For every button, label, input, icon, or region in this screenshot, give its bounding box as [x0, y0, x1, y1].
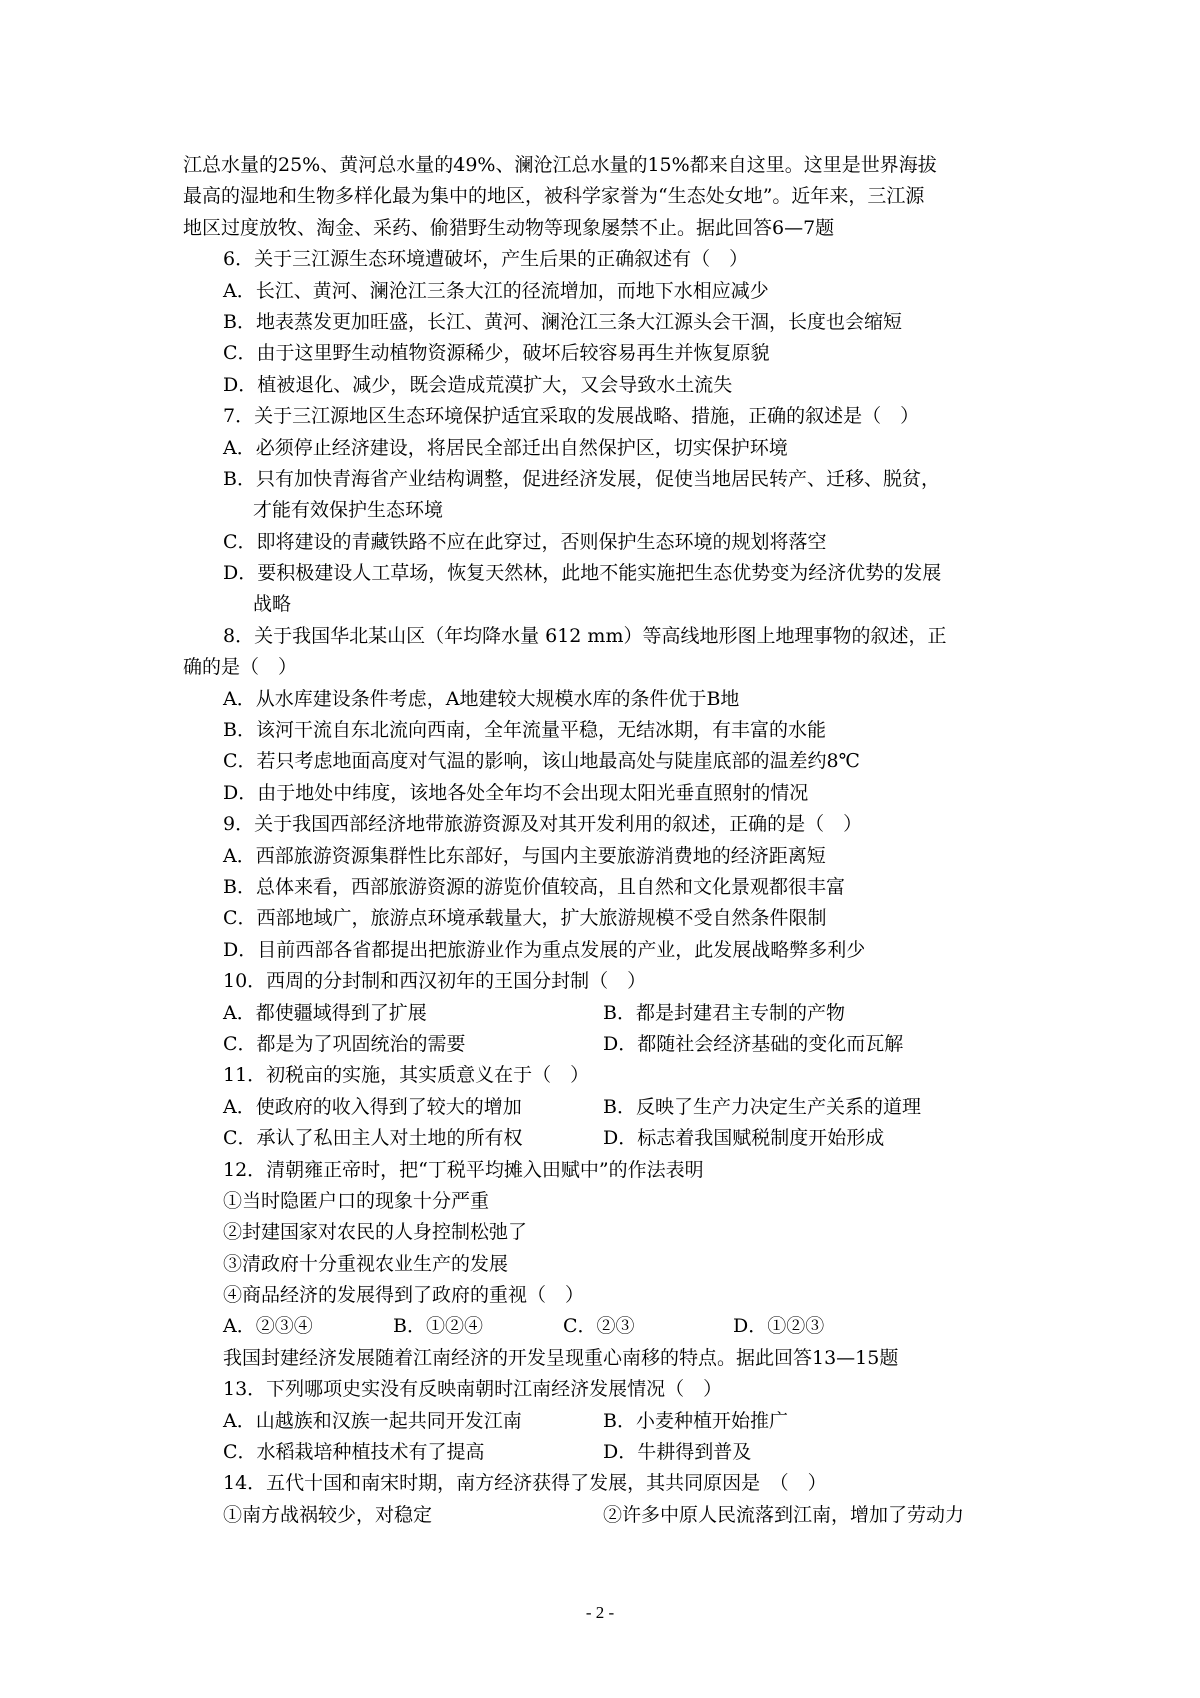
document-body [183, 150, 1033, 1531]
option-row [183, 1092, 1033, 1123]
option-text: A．②③④ [223, 1315, 313, 1338]
text-line: 我国封建经济发展随着江南经济的开发呈现重心南移的特点。据此回答13—15题 [223, 1346, 899, 1369]
text-line: ④商品经济的发展得到了政府的重视（ ） [223, 1284, 585, 1307]
text-line: A．从水库建设条件考虑，A地建较大规模水库的条件优于B地 [223, 687, 740, 710]
text-line: 9．关于我国西部经济地带旅游资源及对其开发利用的叙述，正确的是（ ） [223, 813, 863, 836]
text-line: 12．清朝雍正帝时，把“丁税平均摊入田赋中”的作法表明 [223, 1158, 704, 1181]
option-text: C．②③ [563, 1315, 635, 1338]
option-text: A．使政府的收入得到了较大的增加 [223, 1095, 522, 1118]
option-text: D．标志着我国赋税制度开始形成 [603, 1127, 885, 1150]
option-text: C．承认了私田主人对土地的所有权 [223, 1127, 523, 1150]
option-row [183, 998, 1033, 1029]
option-row [183, 1123, 1033, 1154]
text-line: ③清政府十分重视农业生产的发展 [223, 1252, 509, 1275]
option-text: B．反映了生产力决定生产关系的道理 [603, 1095, 921, 1118]
text-line: 7．关于三江源地区生态环境保护适宜采取的发展战略、措施，正确的叙述是（ ） [223, 405, 920, 428]
page-number: - 2 - [585, 1603, 615, 1622]
text-line: ②封建国家对农民的人身控制松弛了 [223, 1221, 528, 1244]
option-text: D．都随社会经济基础的变化而瓦解 [603, 1032, 904, 1055]
text-line: C．若只考虑地面高度对气温的影响，该山地最高处与陡崖底部的温差约8℃ [223, 750, 860, 773]
option-row [183, 1500, 1033, 1531]
option-text: A．都使疆域得到了扩展 [223, 1001, 427, 1024]
option-row [183, 1437, 1033, 1468]
text-line: B．地表蒸发更加旺盛，长江、黄河、澜沧江三条大江源头会干涸，长度也会缩短 [223, 310, 902, 333]
text-line: A．西部旅游资源集群性比东部好，与国内主要旅游消费地的经济距离短 [223, 844, 826, 867]
option-text: ②许多中原人民流落到江南，增加了劳动力 [603, 1503, 965, 1526]
option-row [183, 1311, 1033, 1342]
option-text: ①南方战祸较少，对稳定 [223, 1503, 433, 1526]
option-text: B．都是封建君主专制的产物 [603, 1001, 845, 1024]
text-line: C．由于这里野生动植物资源稀少，破坏后较容易再生并恢复原貌 [223, 342, 770, 365]
option-text: D．牛耕得到普及 [603, 1441, 752, 1464]
text-line: B．总体来看，西部旅游资源的游览价值较高，且自然和文化景观都很丰富 [223, 875, 845, 898]
text-line: C．西部地域广，旅游点环境承载量大，扩大旅游规模不受自然条件限制 [223, 907, 827, 930]
text-line: 江总水量的25%、黄河总水量的49%、澜沧江总水量的15%都来自这里。这里是世界海拔 [183, 154, 937, 176]
text-line: 确的是（ ） [183, 656, 298, 679]
option-text: B．小麦种植开始推广 [603, 1409, 788, 1432]
text-line: 13．下列哪项史实没有反映南朝时江南经济发展情况（ ） [223, 1378, 723, 1401]
text-line: D．植被退化、减少，既会造成荒漠扩大，又会导致水土流失 [223, 373, 733, 396]
text-line: 战略 [253, 593, 292, 616]
option-text: C．都是为了巩固统治的需要 [223, 1032, 466, 1055]
text-line: 10．西周的分封制和西汉初年的王国分封制（ ） [223, 970, 647, 993]
text-line: 地区过度放牧、淘金、采药、偷猎野生动物等现象屡禁不止。据此回答6—7题 [183, 216, 835, 239]
text-line: D．目前西部各省都提出把旅游业作为重点发展的产业，此发展战略弊多利少 [223, 938, 866, 961]
option-row [183, 1406, 1033, 1437]
text-line: ①当时隐匿户口的现象十分严重 [223, 1189, 490, 1212]
text-line: D．要积极建设人工草场，恢复天然林，此地不能实施把生态优势变为经济优势的发展 [223, 562, 942, 585]
option-text: D．①②③ [733, 1315, 825, 1338]
option-row [183, 1029, 1033, 1060]
text-line: A．长江、黄河、澜沧江三条大江的径流增加，而地下水相应减少 [223, 279, 769, 302]
text-line: 11．初税亩的实施，其实质意义在于（ ） [223, 1064, 590, 1087]
text-line: 才能有效保护生态环境 [253, 499, 444, 522]
text-line: 6．关于三江源生态环境遭破坏，产生后果的正确叙述有（ ） [223, 248, 749, 271]
option-text: C．水稻栽培种植技术有了提高 [223, 1441, 485, 1464]
option-text: A．山越族和汉族一起共同开发江南 [223, 1409, 522, 1432]
text-line: 最高的湿地和生物多样化最为集中的地区，被科学家誉为“生态处女地”。近年来，三江源 [183, 185, 925, 208]
text-line: B．只有加快青海省产业结构调整，促进经济发展，促使当地居民转产、迁移、脱贫， [223, 467, 940, 490]
text-line: 14．五代十国和南宋时期，南方经济获得了发展，其共同原因是 （ ） [223, 1472, 827, 1495]
text-line: D．由于地处中纬度，该地各处全年均不会出现太阳光垂直照射的情况 [223, 781, 809, 804]
text-line: C．即将建设的青藏铁路不应在此穿过，否则保护生态环境的规划将落空 [223, 530, 827, 553]
option-text: B．①②④ [393, 1315, 483, 1338]
text-line: B．该河干流自东北流向西南，全年流量平稳，无结冰期，有丰富的水能 [223, 719, 826, 742]
text-line: 8．关于我国华北某山区（年均降水量 612 mm）等高线地形图上地理事物的叙述，正 [223, 624, 947, 647]
text-line: A．必须停止经济建设，将居民全部迁出自然保护区，切实保护环境 [223, 436, 788, 459]
